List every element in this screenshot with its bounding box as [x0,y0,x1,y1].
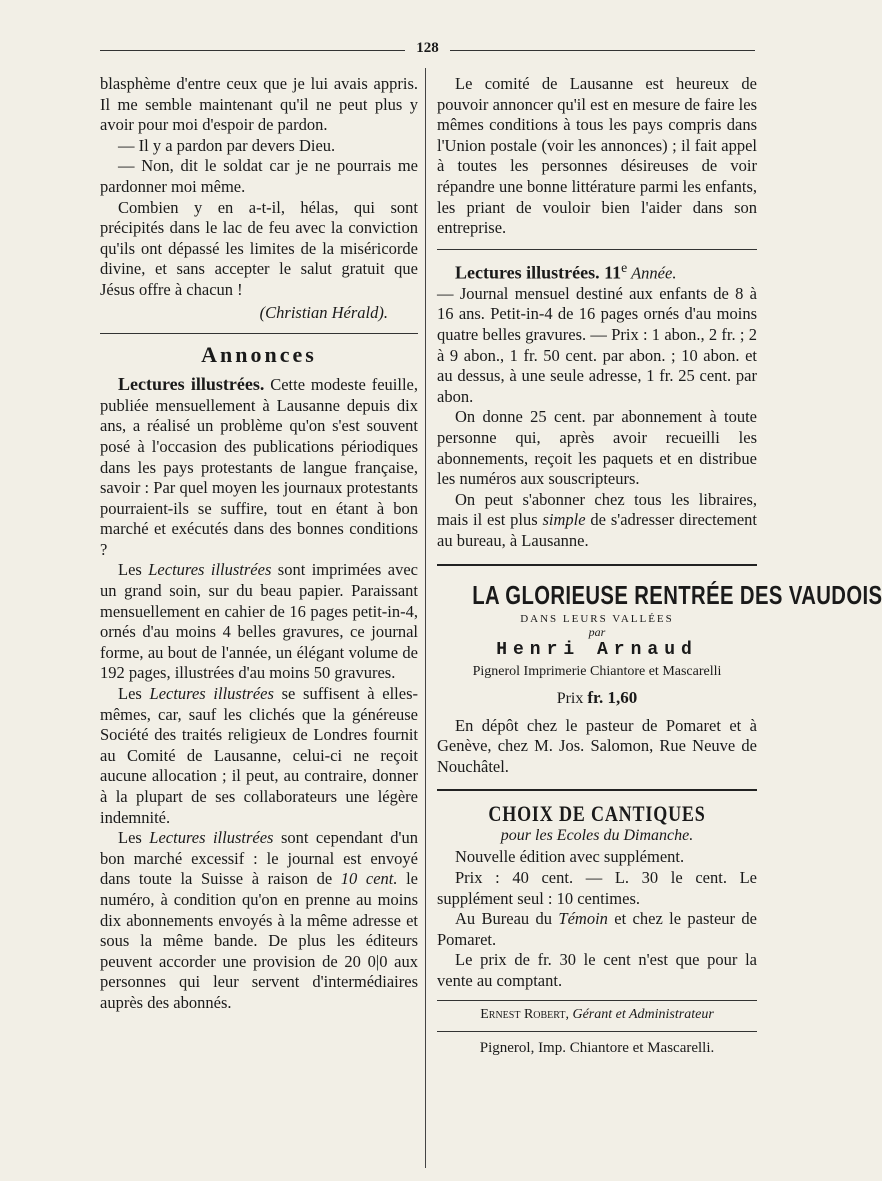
story-paragraph: — Il y a pardon par devers Dieu. [118,135,336,155]
lectures-prix-paragraph: — Journal mensuel destiné aux enfants de 8 à 16 ans. Petit-in-4 de 16 pages ornés d'au moins quatre belles gravures. — Prix : 1 abon., 2 fr. ; 2 à 9 abon., 1 fr. 50 cent. par abon. ; 10 abon. et au dessus, à une seule adresse, 1 fr. 25 cent. par abon. [437,283,757,406]
story-paragraph: blasphème d'entre ceux que je lui avais appris. Il me semble maintenant qu'il ne peut plus y avoir pour moi d'espoir de pardon. [100,74,418,135]
lectures-paragraph: Les Lectures illustrées sont imprimées avec un grand soin, sur du beau papier. Paraissant mensuellement en cahier de 16 pages petit-in-4, ornés d'au moins 4 belles gravures, ce journal forme, au bout de l'année, un élégant volume de 192 pages, illustrées d'au moins 50 gravures. [100,560,418,683]
header-rule-left [100,50,405,51]
ad-cantiques: CHOIX DE CANTIQUES pour les Ecoles du Dimanche. Nouvelle édition avec supplément. Prix : 40 cent. — L. 30 le cent. Le supplément seul : 10 centimes. Au Bureau du Témoin et chez le pasteur de Pomaret. Le prix de fr. 30 le cent n'est que pour la vente au comptant. [437,789,757,991]
section-rule [437,249,757,250]
page-number: 128 [416,40,439,56]
right-column [437,74,882,1057]
ad-vaudois-subtitle: DANS LEURS VALLÉES [520,612,674,625]
ad-vaudois-depot: En dépôt chez le pasteur de Pomaret et à Genève, chez M. Jos. Salomon, Rue Neuve de Nouchâtel. [437,715,757,776]
lectures-keyword: Lectures illustrées. [118,374,265,395]
story-paragraph: — Non, dit le soldat car je ne pourrais me pardonner moi même. [100,156,418,196]
ad-vaudois-printer: Pignerol Imprimerie Chiantore et Mascarelli [472,663,722,679]
annonces-heading: Annonces [201,342,317,368]
ad-vaudois-author: Henri Arnaud [496,639,698,660]
story-signature: (Christian Hérald). [259,302,388,322]
ad-vaudois-title: LA GLORIEUSE RENTRÉE DES VAUDOIS [472,579,882,610]
lectures-paragraph: On peut s'abonner chez tous les libraires, mais il est plus simple de s'adresser directement au bureau, à Lausanne. [437,489,757,550]
lectures-paragraph: On donne 25 cent. par abonnement à toute personne qui, après avoir recueilli les abonnements, reçoit les paquets et en distribue les numéros aux souscripteurs. [437,407,757,489]
story-paragraph: Combien y en a-t-il, hélas, qui sont précipités dans le lac de feu avec la conviction qu'ils ont dépassé les limites de la miséricorde divine, et sans accepter le salut gratuit que Jésus offre à chacun ! [100,197,418,299]
lectures-annee-paragraph: Lectures illustrées. 11e Année. [455,259,677,283]
lectures-paragraph: Lectures illustrées. Cette modeste feuille, publiée mensuellement à Lausanne depuis dix ans, a réalisé un problème qu'on s'est souvent posé à l'occasion des publications périodiques dans les pays protestants de langue française, savoir : Par quel moyen les journaux protestants pourraient-ils se suffire, tout en étant à bon marché et exécutés dans des bonnes conditions ? [100,374,418,559]
gerant-line: Ernest Robert, Gérant et Administrateur [437,1000,757,1023]
lectures-paragraph: Les Lectures illustrées sont cependant d'un bon marché excessif : le journal est envoyé dans toute la Suisse à raison de 10 cent. le numéro, à condition qu'on en prenne au moins dix abonnements envoyés à la même adresse et sous la même bande. De plus les éditeurs peuvent accorder une provision de 20 0|0 aux personnes qui leur servent d'intermédiaires auprès des abonnés. [100,828,418,1012]
comite-paragraph: Le comité de Lausanne est heureux de pouvoir annoncer qu'il est en mesure de faire les mêmes conditions à tous les pays compris dans l'Union postale (voir les annonces) ; il fait appel à toutes les personnes désireuses de voir répandre une bonne littérature parmi les enfants, les priant de vouloir bien l'aider dans son entreprise. [437,74,757,238]
page-header [100,40,755,62]
ad-vaudois-par: par [588,624,606,639]
imprimerie-line: Pignerol, Imp. Chiantore et Mascarelli. [437,1031,757,1057]
ad-cantiques-subtitle: pour les Ecoles du Dimanche. [500,827,694,845]
column-divider [425,68,426,1168]
header-rule-right [450,50,755,51]
ad-vaudois [437,564,882,778]
section-rule [100,333,418,334]
ad-cantiques-title: CHOIX DE CANTIQUES [488,801,706,827]
ad-vaudois-price: Prix fr. 1,60 [556,687,638,707]
left-column [100,74,418,1014]
lectures-paragraph: Les Lectures illustrées se suffisent à elles-mêmes, car, sauf les clichés que la généreuse Société des traités religieux de Londres fournit au Comité de Lausanne, celui-ci ne reçoit aucune allocation ; il peut, au contraire, donner à la plupart de ses collaborateurs une légère indemnité. [100,684,418,827]
